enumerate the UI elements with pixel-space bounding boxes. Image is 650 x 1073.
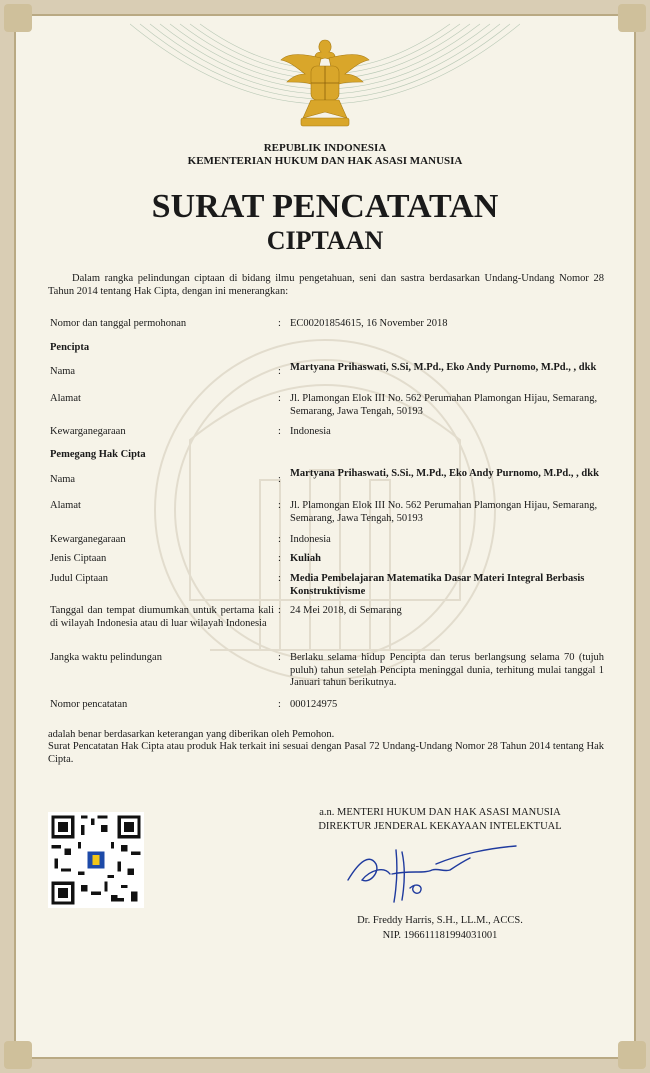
field-label: Nama bbox=[50, 474, 76, 485]
field-colon: : bbox=[278, 393, 281, 404]
closing-statement: adalah benar berdasarkan keterangan yang diberikan oleh Pemohon. bbox=[48, 729, 335, 740]
corner-ornament bbox=[4, 1041, 32, 1069]
qr-code-icon bbox=[48, 812, 144, 908]
field-colon: : bbox=[278, 573, 281, 584]
field-label: Jenis Ciptaan bbox=[50, 553, 107, 564]
field-colon: : bbox=[278, 652, 281, 663]
field-colon: : bbox=[278, 553, 281, 564]
signatory-name: Dr. Freddy Harris, S.H., LL.M., ACCS. bbox=[357, 915, 523, 926]
section-heading-pencipta: Pencipta bbox=[50, 342, 90, 353]
field-label: Kewarganegaraan bbox=[50, 534, 126, 545]
field-label: Jangka waktu pelindungan bbox=[50, 652, 162, 663]
corner-ornament bbox=[618, 4, 646, 32]
field-value: Martyana Prihaswati, S.Si., M.Pd., Eko Andy Purnomo, M.Pd., , dkk bbox=[290, 468, 599, 479]
document-subtitle: CIPTAAN bbox=[266, 226, 384, 255]
field-colon: : bbox=[278, 426, 281, 437]
field-value: Jl. Plamongan Elok III No. 562 Perumahan Plamongan Hijau, Semarang, Semarang, Jawa Tengah, 50193 bbox=[290, 500, 598, 524]
signatory-office: DIREKTUR JENDERAL KEKAYAAN INTELEKTUAL bbox=[318, 821, 562, 832]
field-value: Martyana Prihaswati, S.Si, M.Pd., Eko Andy Purnomo, M.Pd., , dkk bbox=[290, 362, 597, 373]
field-label: Kewarganegaraan bbox=[50, 426, 126, 437]
field-label: Tanggal dan tempat diumumkan untuk pertama kali di wilayah Indonesia atau di luar wilayah Indonesia bbox=[50, 605, 274, 629]
field-value: 24 Mei 2018, di Semarang bbox=[290, 605, 402, 616]
field-label: Nomor dan tanggal permohonan bbox=[50, 318, 187, 329]
field-label: Alamat bbox=[50, 393, 81, 404]
field-value: Media Pembelajaran Matematika Dasar Materi Integral Berbasis Konstruktivisme bbox=[290, 573, 585, 597]
document-title: SURAT PENCATATAN bbox=[151, 188, 499, 225]
header-ministry: KEMENTERIAN HUKUM DAN HAK ASASI MANUSIA bbox=[187, 155, 463, 167]
field-value: EC00201854615, 16 November 2018 bbox=[290, 318, 448, 329]
intro-paragraph: Dalam rangka pelindungan ciptaan di bidang ilmu pengetahuan, seni dan sastra berdasarkan Undang-Undang Nomor 28 Tahun 2014 tentang Hak Cipta, dengan ini menerangkan: bbox=[48, 273, 604, 297]
field-value: Kuliah bbox=[290, 553, 321, 564]
field-colon: : bbox=[278, 474, 281, 485]
field-colon: : bbox=[278, 366, 281, 377]
garuda-emblem-icon bbox=[275, 34, 375, 130]
field-colon: : bbox=[278, 534, 281, 545]
field-label: Alamat bbox=[50, 500, 81, 511]
header-republic: REPUBLIK INDONESIA bbox=[263, 142, 387, 154]
signatory-nip: NIP. 196611181994031001 bbox=[382, 930, 498, 941]
corner-ornament bbox=[4, 4, 32, 32]
field-label: Nama bbox=[50, 366, 76, 377]
handwritten-signature bbox=[340, 840, 520, 910]
field-value: Indonesia bbox=[290, 534, 331, 545]
field-colon: : bbox=[278, 699, 281, 710]
field-value: Indonesia bbox=[290, 426, 331, 437]
field-value: Jl. Plamongan Elok III No. 562 Perumahan Plamongan Hijau, Semarang, Semarang, Jawa Tengah, 50193 bbox=[290, 393, 598, 417]
field-colon: : bbox=[278, 318, 281, 329]
signatory-title: a.n. MENTERI HUKUM DAN HAK ASASI MANUSIA bbox=[319, 807, 561, 818]
field-colon: : bbox=[278, 605, 281, 616]
field-colon: : bbox=[278, 500, 281, 511]
corner-ornament bbox=[618, 1041, 646, 1069]
field-value: 000124975 bbox=[290, 699, 338, 710]
section-heading-pemegang: Pemegang Hak Cipta bbox=[50, 449, 146, 460]
closing-legal-note: Surat Pencatatan Hak Cipta atau produk Hak terkait ini sesuai dengan Pasal 72 Undang-Undang Nomor 28 Tahun 2014 tentang Hak Cipta. bbox=[48, 741, 604, 765]
field-label: Nomor pencatatan bbox=[50, 699, 128, 710]
field-value: Berlaku selama hidup Pencipta dan terus berlangsung selama 70 (tujuh puluh) tahun setelah Pencipta meninggal dunia, terhitung mulai tanggal 1 Januari tahun berikutnya. bbox=[290, 652, 604, 688]
field-label: Judul Ciptaan bbox=[50, 573, 109, 584]
